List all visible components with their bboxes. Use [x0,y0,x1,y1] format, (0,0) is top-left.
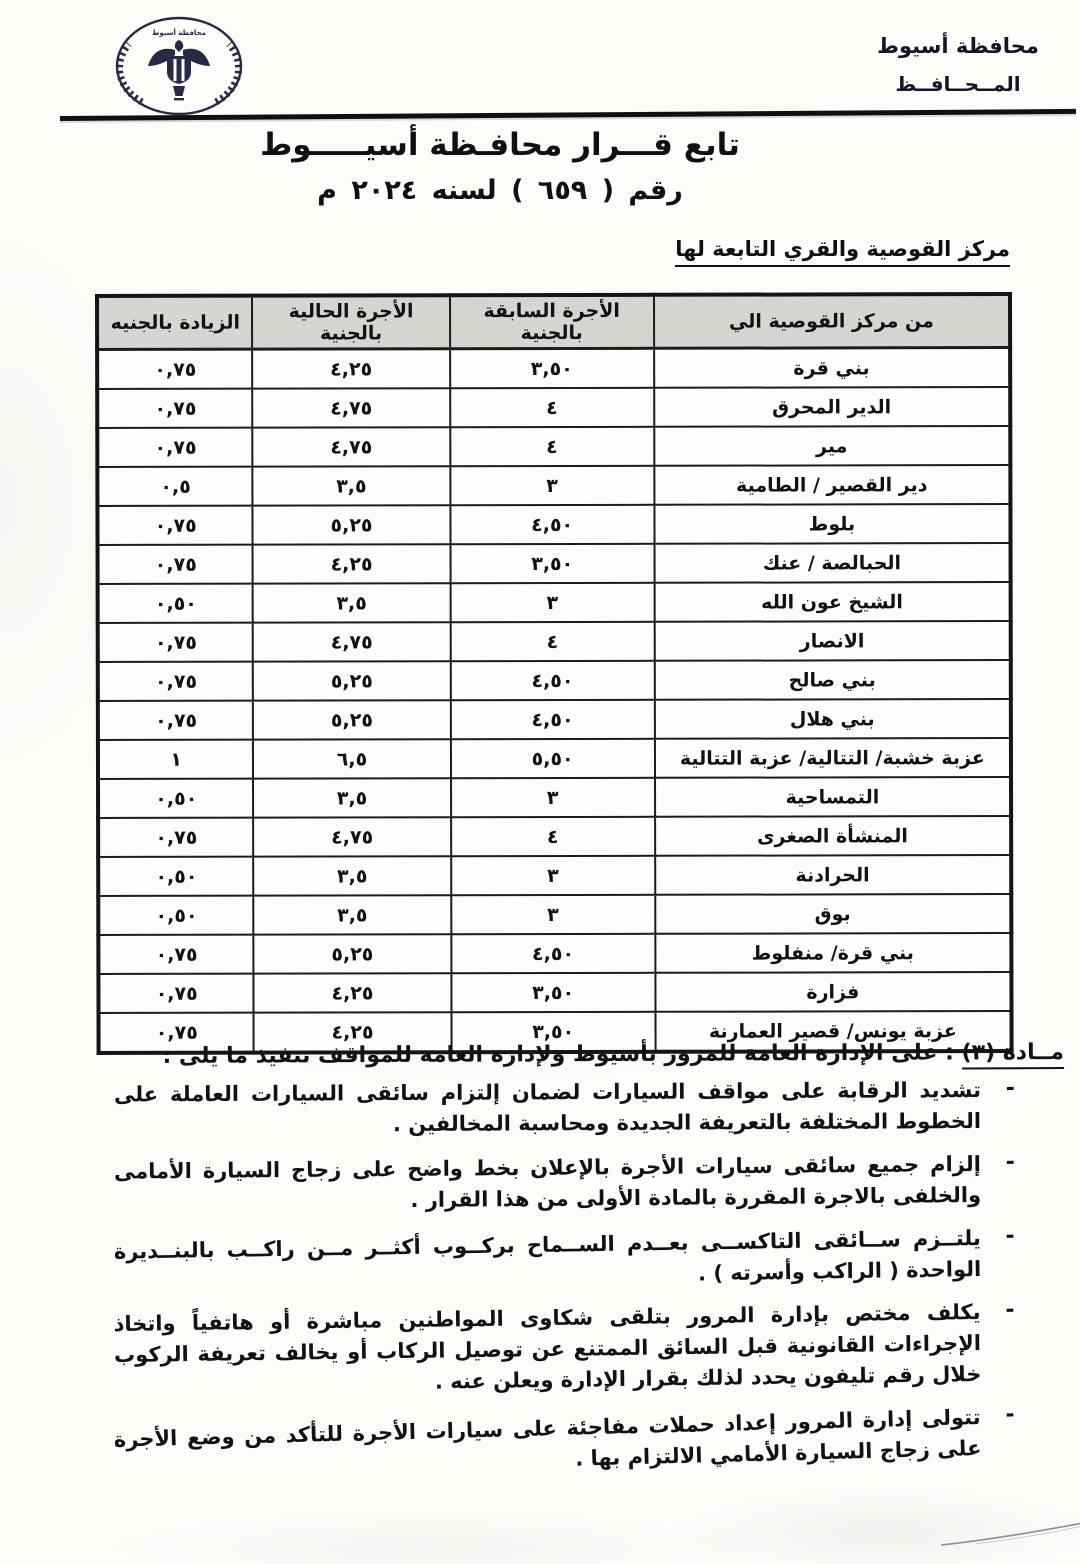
increase-cell: ٠,٧٥ [98,662,254,701]
article-bullet: - يلتــزم ســائقى التاكســى بعــدم الســماح بركــوب أكثــر مــن راكــب بالبنــديرة الواحدة ( الراكب وأسرته ) . [114,1223,982,1299]
previous-fare-cell: ٤ [450,427,654,466]
current-fare-cell: ٤,٧٥ [253,622,450,661]
previous-fare-cell: ٥,٥٠ [451,739,655,778]
current-fare-cell: ٣,٥ [254,856,451,895]
destination-cell: بني قرة/ منفلوط [655,933,1011,973]
increase-cell: ٠,٧٥ [98,818,254,857]
article-3-label: مــادة (٣) [962,1040,1065,1069]
district-section-heading: مركز القوصية والقري التابعة لها [675,237,1010,267]
destination-cell: الانصار [654,621,1010,661]
fare-row [97,387,1010,428]
increase-cell: ٠,٧٥ [98,935,254,974]
fare-row [97,465,1010,506]
increase-cell: ٠,٥٠ [98,779,254,818]
letterhead [858,34,1058,96]
previous-fare-cell: ٣ [451,778,655,817]
destination-cell: بني قرة [654,348,1010,388]
increase-cell: ٠,٥٠ [98,584,254,623]
destination-cell: مير [654,426,1010,466]
fare-row [97,504,1010,545]
article-bullet: - تتولى إدارة المرور إعداد حملات مفاجئة على سيارات الأجرة للتأكد من وضع الأجرة على زجاج السيارة الأمامي الالتزام بها . [113,1402,981,1487]
increase-cell: ٠,٧٥ [98,701,254,740]
increase-cell: ٠,٧٥ [98,545,254,584]
governorate-name: محافظة أسيوط [877,34,1039,58]
previous-fare-cell: ٣ [450,466,654,505]
fare-row [98,816,1011,857]
column-header: الأجرة السابقة بالجنية [450,295,654,349]
svg-text:محافظة أسيوط: محافظة أسيوط [152,29,206,37]
scan-artifact-line [935,1512,1080,1557]
current-fare-cell: ٤,٧٥ [253,427,450,466]
current-fare-cell: ٥,٢٥ [254,934,451,973]
article-bullet: - تشديد الرقابة على مواقف السيارات لضمان إلتزام سائقى السيارات العاملة على الخطوط المختلفة بالتعريفة الجديدة ومحاسبة المخالفين . [114,1075,981,1142]
previous-fare-cell: ٤ [451,817,655,856]
increase-cell: ٠,٧٥ [97,389,253,428]
increase-cell: ٠,٧٥ [97,428,253,467]
decree-title-line1: تابع قـــرار محافـظة أسيـــــوط [260,127,740,163]
previous-fare-cell: ٤,٥٠ [451,934,655,973]
current-fare-cell: ٤,٢٥ [254,973,451,1012]
increase-cell: ٠,٧٥ [97,506,253,545]
fare-row [98,699,1011,740]
governor-office: المــحــافــظ [895,72,1021,96]
increase-cell: ٠,٧٥ [98,623,254,662]
current-fare-cell: ٤,٧٥ [254,817,451,856]
current-fare-cell: ٣,٥ [254,895,451,934]
previous-fare-cell: ٤,٥٠ [450,700,654,739]
current-fare-cell: ٥,٢٥ [253,505,450,544]
eagle-emblem [148,40,210,100]
increase-cell: ٠,٧٥ [97,349,253,389]
destination-cell: عزبة يونس/ قصير العمارنة [655,1011,1011,1052]
current-fare-cell: ٣,٥ [253,466,450,505]
current-fare-cell: ٥,٢٥ [253,700,450,739]
column-header: الأجرة الحالية بالجنية [252,295,449,349]
current-fare-cell: ٤,٧٥ [253,388,450,427]
article-3-section [84,1040,1064,1476]
destination-cell: المنشأة الصغرى [655,816,1011,856]
article-bullet: - يكلف مختص بإدارة المرور بتلقى شكاوى المواطنين مباشرة أو هاتفياً واتخاذ الإجراءات القانونية قبل السائق الممتنع عن توصيل الركاب أو يخالف تعريفة الركوب خلال رقم تليفون يحدد لذلك بقرار الإدارة ويعلن عنه . [113,1297,981,1402]
previous-fare-cell: ٣ [451,895,655,934]
current-fare-cell: ٥,٢٥ [253,661,450,700]
fare-row [98,582,1011,623]
destination-cell: الحبالصة / عنك [654,543,1010,583]
fare-row [98,621,1011,662]
fare-table-body [97,348,1011,1053]
article-bullet: - إلزام جميع سائقى سيارات الأجرة بالإعلان بخط واضح على زجاج السيارة الأمامى والخلفى بالاجرة المقررة بالمادة الأولى من هذا القرار . [114,1149,982,1219]
destination-cell: الشيخ عون الله [654,582,1010,622]
destination-cell: الحرادنة [655,855,1011,895]
decree-title [0,127,1000,206]
destination-cell: بني هلال [655,699,1011,739]
increase-cell: ٠,٥٠ [98,896,254,935]
current-fare-cell: ٣,٥ [253,778,450,817]
fare-row [98,894,1011,935]
column-header: من مركز القوصية الي [654,294,1010,348]
fare-row [97,426,1010,467]
fare-row [98,738,1011,779]
previous-fare-cell: ٤,٥٠ [450,505,654,544]
previous-fare-cell: ٤,٥٠ [450,661,654,700]
fare-row [98,660,1011,701]
current-fare-cell: ٦,٥ [253,739,450,778]
governorate-seal-icon [108,14,250,118]
fare-row [97,348,1010,389]
current-fare-cell: ٣,٥ [253,583,450,622]
fare-row [98,933,1011,974]
fare-row [98,777,1011,818]
current-fare-cell: ٤,٢٥ [253,349,450,389]
increase-cell: ١ [98,740,254,779]
increase-cell: ٠,٧٥ [99,1013,255,1053]
destination-cell: فزارة [655,972,1011,1012]
destination-cell: التمساحية [655,777,1011,817]
destination-cell: بلوط [654,504,1010,544]
previous-fare-cell: ٣ [451,856,655,895]
current-fare-cell: ٤,٢٥ [254,1012,451,1052]
article-3-intro: : على الإدارة العامة للمرور بأسيوط ولإدارة العامة للمواقف تنفيذ ما يلى : [162,1040,962,1069]
previous-fare-cell: ٣,٥٠ [451,973,655,1012]
destination-cell: الدير المحرق [654,387,1010,427]
fare-row [98,543,1011,584]
destination-cell: بني صالح [655,660,1011,700]
previous-fare-cell: ٣ [450,583,654,622]
fare-table-header-row [97,294,1010,349]
fare-table [95,292,1014,1055]
previous-fare-cell: ٣,٥٠ [450,348,654,388]
increase-cell: ٠,٥ [97,467,253,506]
destination-cell: بوق [655,894,1011,934]
previous-fare-cell: ٤ [450,388,654,427]
article-3-heading [84,1040,1064,1069]
previous-fare-cell: ٣,٥٠ [450,544,654,583]
previous-fare-cell: ٣,٥٠ [451,1012,655,1052]
destination-cell: دير القصير / الطامية [654,465,1010,505]
column-header: الزيادة بالجنيه [97,296,253,350]
article-3-bullet-list [84,1075,1064,1471]
current-fare-cell: ٤,٢٥ [253,544,450,583]
fare-row [98,855,1011,896]
increase-cell: ٠,٧٥ [98,974,254,1013]
fare-row [98,972,1011,1013]
decree-number-line: رقم ( ٦٥٩ ) لسنه ٢٠٢٤ م [317,175,683,206]
increase-cell: ٠,٥٠ [98,857,254,896]
previous-fare-cell: ٤ [450,622,654,661]
destination-cell: عزبة خشبة/ التتالية/ عزبة التتالية [655,738,1011,778]
